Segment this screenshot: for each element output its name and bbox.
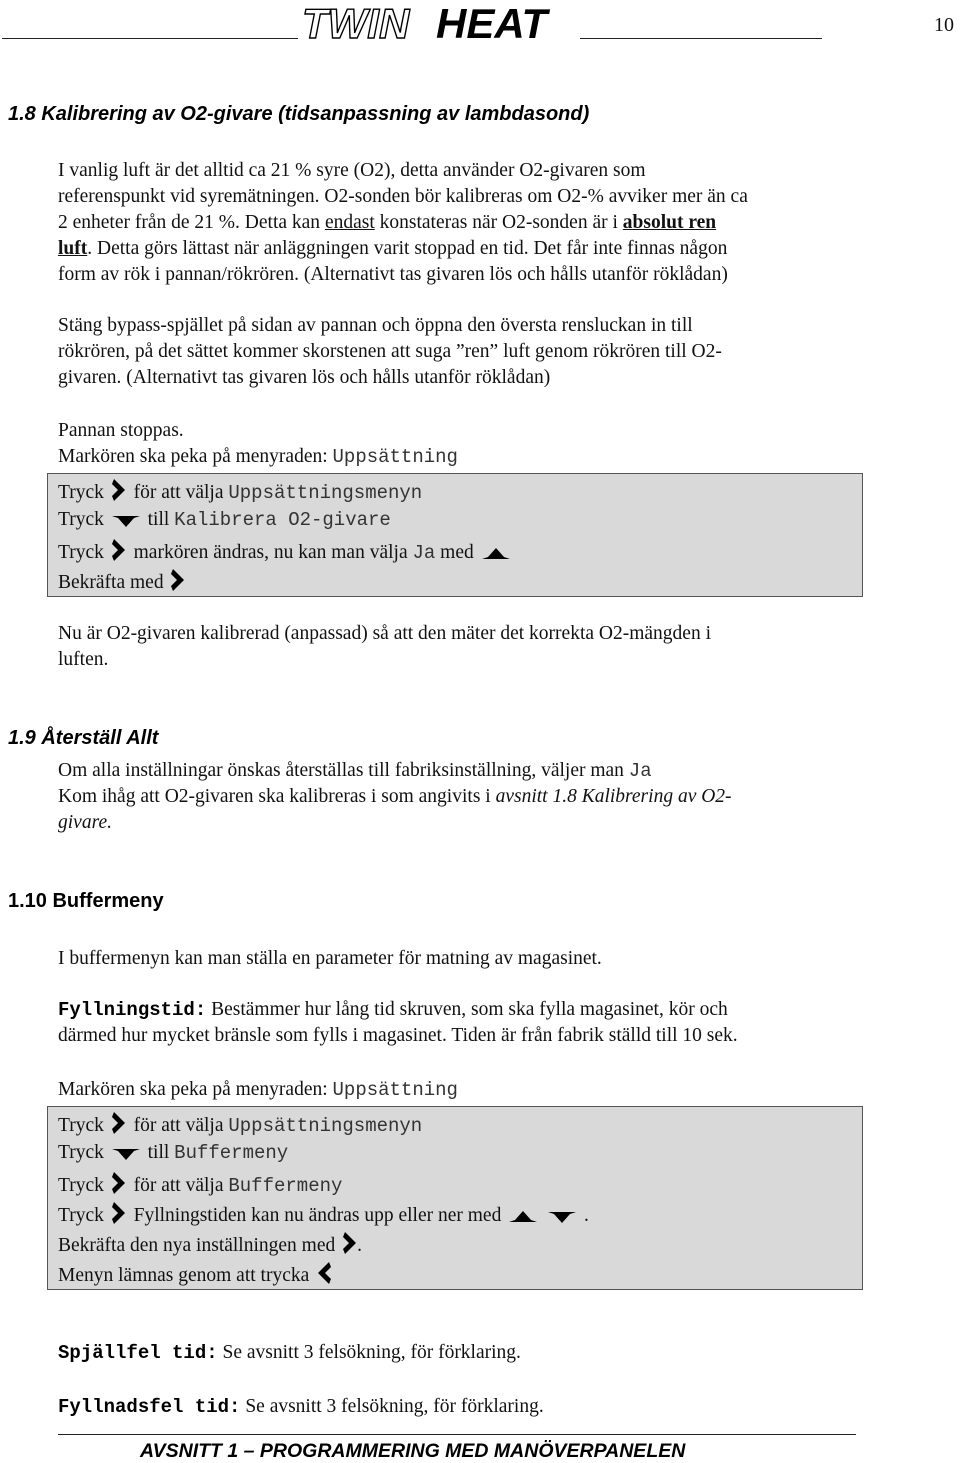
s19-line3: givare. xyxy=(58,812,112,833)
box-row xyxy=(58,1232,362,1257)
text-bold: absolut ren xyxy=(622,212,717,233)
s19-line2 xyxy=(58,786,732,808)
footer-text: AVSNITT 1 – PROGRAMMERING MED MANÖVERPANELEN xyxy=(140,1440,686,1462)
text: till xyxy=(147,509,175,530)
box-row xyxy=(58,1172,342,1197)
header-rule-right xyxy=(580,38,822,39)
s110-fill-line2: därmed hur mycket bränsle som fylls i magasinet. Tiden är från fabrik ställd till 10 sek. xyxy=(58,1025,738,1046)
text: markören ändras, nu kan man välja xyxy=(133,542,413,563)
text: för att välja xyxy=(133,482,229,503)
text-bold: luft xyxy=(58,238,88,259)
menu-name: Buffermeny xyxy=(174,1142,289,1164)
parameter-name: Fyllningstid: xyxy=(58,999,207,1021)
menu-name: Buffermeny xyxy=(228,1175,343,1197)
text: Se avsnitt 3 felsökning, för förklaring. xyxy=(217,1342,521,1363)
s18-p1-line2: referenspunkt vid syremätningen. O2-sonden bör kalibreras om O2-% avviker mer än ca xyxy=(58,186,748,207)
text: Kom ihåg att O2-givaren ska kalibreras i som angivits i xyxy=(58,786,496,807)
text: Tryck xyxy=(58,1175,104,1196)
s18-cursor-line xyxy=(58,446,458,468)
text: Markören ska peka på menyraden: xyxy=(58,446,333,467)
s18-stop: Pannan stoppas. xyxy=(58,420,184,441)
s18-p2-line3: givaren. (Alternativt tas givaren lös och hålls utanför röklådan) xyxy=(58,367,551,388)
text: Fyllningstiden kan nu ändras upp eller ner med xyxy=(133,1205,502,1226)
option-value: Ja xyxy=(628,760,652,782)
text: Markören ska peka på menyraden: xyxy=(58,1079,333,1100)
arrow-down-icon xyxy=(112,514,140,528)
text: för att välja xyxy=(133,1175,229,1196)
arrow-left-icon xyxy=(317,1262,331,1284)
arrow-right-icon xyxy=(112,1202,126,1224)
s110-damper-line xyxy=(58,1342,521,1364)
arrow-right-icon xyxy=(112,479,126,501)
s110-cursor-line xyxy=(58,1079,458,1101)
text: med xyxy=(435,542,474,563)
text: för att välja xyxy=(133,1115,229,1136)
twinheat-logo-icon xyxy=(302,2,574,42)
footer-rule xyxy=(58,1434,856,1435)
text: Bekräfta den nya inställningen med xyxy=(58,1235,336,1256)
text-underlined: endast xyxy=(324,212,375,233)
text: Tryck xyxy=(58,1115,104,1136)
text: Bekräfta med xyxy=(58,572,164,593)
text: Menyn lämnas genom att trycka xyxy=(58,1265,310,1286)
section-reference: avsnitt 1.8 Kalibrering av O2- xyxy=(495,786,732,807)
s19-line1 xyxy=(58,760,652,782)
s110-intro: I buffermenyn kan man ställa en parameter för matning av magasinet. xyxy=(58,948,602,969)
box-row xyxy=(58,1202,589,1227)
box-row xyxy=(58,509,391,531)
menu-name: Uppsättningsmenyn xyxy=(228,482,423,504)
s18-result-line2: luften. xyxy=(58,649,109,670)
s18-p1-line4 xyxy=(58,238,727,260)
text: . xyxy=(583,1205,589,1226)
text: Se avsnitt 3 felsökning, för förklaring. xyxy=(240,1396,544,1417)
parameter-name: Fyllnadsfel tid: xyxy=(58,1396,241,1418)
box-row xyxy=(58,1262,334,1287)
arrow-right-icon xyxy=(171,569,185,591)
arrow-down-icon xyxy=(112,1147,140,1161)
arrow-right-icon xyxy=(343,1232,357,1254)
s18-p2-line2: rökrören, på det sättet kommer skorstenen att suga ”ren” luft genom rökrören till O2- xyxy=(58,341,722,362)
logo-part-twin: TWIN xyxy=(302,2,410,42)
text: . Detta görs lättast när anläggningen varit stoppad en tid. Det får inte finnas någon xyxy=(87,238,728,259)
s18-p1-line5: form av rök i pannan/rökrören. (Alternativt tas givaren lös och hålls utanför röklådan) xyxy=(58,264,728,285)
section-1-9-title: 1.9 Återställ Allt xyxy=(8,727,159,749)
text: Tryck xyxy=(58,1142,104,1163)
s18-p1-line1: I vanlig luft är det alltid ca 21 % syre (O2), detta använder O2-givaren som xyxy=(58,160,646,181)
text: . xyxy=(357,1235,362,1256)
section-1-8-title: 1.8 Kalibrering av O2-givare (tidsanpassning av lambdasond) xyxy=(8,103,590,125)
text: Tryck xyxy=(58,509,104,530)
menu-name: Uppsättning xyxy=(332,446,458,468)
box-row xyxy=(58,539,513,564)
box-row xyxy=(58,1112,422,1137)
menu-name: Uppsättning xyxy=(332,1079,458,1101)
brand-logo xyxy=(302,2,574,42)
s18-p1-line3 xyxy=(58,212,716,234)
text: 2 enheter från de 21 %. Detta kan xyxy=(58,212,325,233)
arrow-right-icon xyxy=(112,1172,126,1194)
header-rule-left xyxy=(2,38,298,39)
menu-name: Uppsättningsmenyn xyxy=(228,1115,423,1137)
text: Tryck xyxy=(58,1205,104,1226)
arrow-up-icon xyxy=(482,547,510,561)
box-row xyxy=(58,1142,288,1164)
box-row xyxy=(58,479,422,504)
menu-name: Kalibrera O2-givare xyxy=(174,509,391,531)
text: Tryck xyxy=(58,542,104,563)
arrow-up-icon xyxy=(509,1210,537,1224)
s110-fill-line1 xyxy=(58,999,728,1021)
parameter-name: Spjällfel tid: xyxy=(58,1342,218,1364)
logo-part-heat: HEAT xyxy=(436,2,548,42)
menu-name: Ja xyxy=(412,542,436,564)
section-1-10-title: 1.10 Buffermeny xyxy=(8,890,164,912)
text: till xyxy=(147,1142,175,1163)
text: Tryck xyxy=(58,482,104,503)
arrow-right-icon xyxy=(112,539,126,561)
text: Om alla inställningar önskas återställas till fabriksinställning, väljer man xyxy=(58,760,629,781)
text: konstateras när O2-sonden är i xyxy=(374,212,623,233)
box-row xyxy=(58,569,188,594)
s18-p2-line1: Stäng bypass-spjället på sidan av pannan och öppna den översta rensluckan in till xyxy=(58,315,693,336)
arrow-right-icon xyxy=(112,1112,126,1134)
s18-result-line1: Nu är O2-givaren kalibrerad (anpassad) så att den mäter det korrekta O2-mängden i xyxy=(58,623,711,644)
s18-instruction-box xyxy=(47,473,863,597)
page-number: 10 xyxy=(934,14,954,36)
text: Bestämmer hur lång tid skruven, som ska fylla magasinet, kör och xyxy=(206,999,728,1020)
s110-filled-line xyxy=(58,1396,544,1418)
s110-instruction-box xyxy=(47,1106,863,1290)
arrow-down-icon xyxy=(548,1210,576,1224)
